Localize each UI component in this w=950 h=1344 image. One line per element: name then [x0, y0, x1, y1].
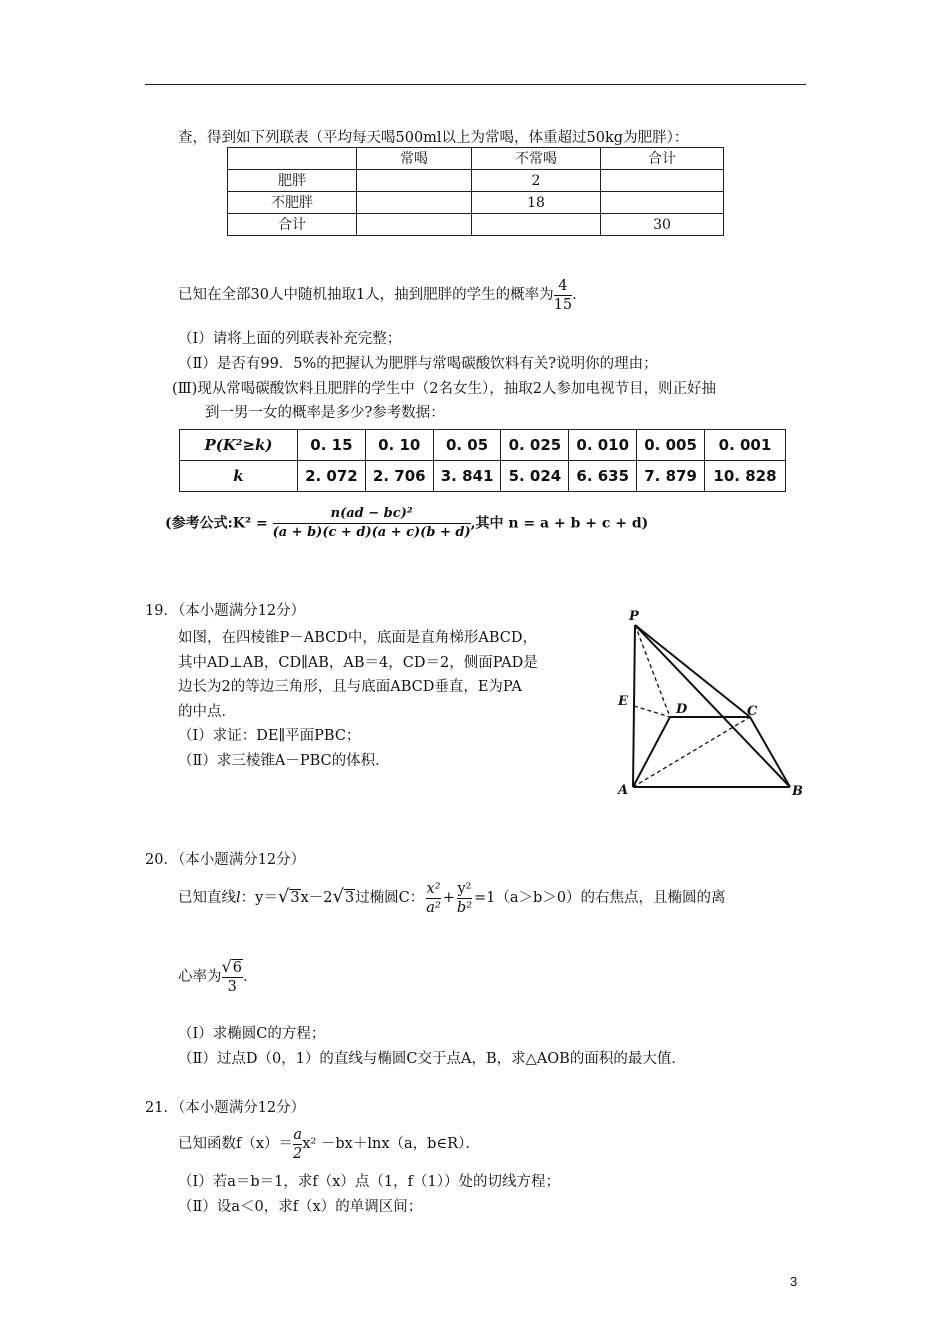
q19-line: 边长为2的等边三角形，且与底面ABCD垂直，E为PA	[178, 679, 522, 695]
q21-part-1: （Ⅰ）若a＝b＝1，求f（x）点（1，f（1））处的切线方程；	[178, 1174, 560, 1190]
ecc-fraction: $\frac{√6}{3}$	[221, 957, 242, 995]
table-cell: 3. 841	[433, 461, 501, 492]
pyramid-figure	[610, 605, 810, 805]
page-number: 3	[790, 1274, 798, 1289]
q19-part-2: （Ⅱ）求三棱锥A－PBC的体积．	[178, 752, 390, 769]
table-cell: 合计	[228, 214, 357, 236]
table-cell	[228, 148, 357, 170]
table-cell: 0. 005	[637, 430, 705, 461]
edge-ed-dashed	[634, 706, 670, 717]
ellipse-x-fraction: $\frac{\text{x²}}{\text{a²}}$	[426, 880, 441, 916]
q20-prefix: 已知直线	[178, 890, 236, 906]
q19-title: 19．（本小题满分12分）	[145, 603, 306, 619]
contingency-table	[227, 147, 724, 236]
func-fraction: $\frac{a}{2}$	[293, 1126, 303, 1162]
q20-part-2: （Ⅱ）过点D（0，1）的直线与椭圆C交于点A，B，求△AOB的面积的最大值．	[178, 1051, 686, 1067]
prob-text: 已知在全部30人中随机抽取1人，抽到肥胖的学生的概率为	[178, 287, 554, 303]
row-head-p: P(K²≥k)	[180, 430, 298, 461]
func-prefix: 已知函数f（x）＝	[178, 1136, 294, 1152]
q20-statement: 已知直线l：y＝√3x－2√3过椭圆C： $\frac{\text{x²}}{\text{a²}}$ + $\frac{\text{y²}}{\text{b²}}$ =1（a＞b＞0）的右焦点，且椭圆的离	[178, 875, 726, 920]
func-tail: x² －bx＋lnx（a，b∈R）．	[302, 1136, 480, 1152]
sqrt-3-b: 3	[344, 890, 355, 906]
ecc-end: ．	[242, 969, 258, 985]
q18-part-2: （Ⅱ）是否有99．5%的把握认为肥胖与常喝碳酸饮料有关?说明你的理由；	[178, 356, 658, 372]
ecc-prefix: 心率为	[178, 969, 222, 985]
formula-suffix: ,其中 n = a + b + c + d)	[470, 515, 649, 532]
formula-fraction	[273, 505, 471, 542]
q18-part-1: （Ⅰ）请将上面的列联表补充完整；	[178, 331, 402, 347]
table-row	[228, 214, 724, 236]
table-cell: 2. 706	[365, 461, 433, 492]
probability-sentence	[178, 275, 577, 315]
prob-end: .	[572, 287, 577, 303]
table-cell: 0. 010	[569, 430, 637, 461]
ellipse-eq: =1	[474, 890, 496, 906]
table-cell: 合计	[601, 148, 724, 170]
table-row	[228, 170, 724, 192]
sqrt-icon: √	[221, 957, 232, 976]
formula-num: n(ad − bc)²	[330, 506, 413, 521]
q21-part-2: （Ⅱ）设a＜0，求f（x）的单调区间；	[178, 1199, 423, 1215]
eccentricity-line	[178, 955, 257, 999]
q20-eq-b: x－2	[300, 890, 333, 906]
table-cell: 不常喝	[472, 148, 601, 170]
sqrt-3-a: 3	[290, 890, 300, 906]
table-cell: 0. 05	[433, 430, 501, 461]
table-row	[180, 430, 786, 461]
label-a: A	[618, 783, 629, 798]
table-cell	[357, 214, 472, 236]
edge-pb	[635, 625, 790, 787]
table-cell: 2	[472, 170, 601, 192]
q19-body	[178, 626, 538, 773]
critical-value-table	[179, 429, 786, 492]
q21-function	[178, 1124, 480, 1164]
table-cell: 6. 635	[569, 461, 637, 492]
q20-eq-a: ：y＝	[240, 890, 278, 906]
q18-part-3a: (Ⅲ)现从常喝碳酸饮料且肥胖的学生中（2名女生），抽取2人参加电视节目，则正好抽	[172, 381, 716, 397]
table-cell	[357, 170, 472, 192]
line-var: l	[236, 890, 241, 906]
intro-line: 查，得到如下列联表（平均每天喝500ml以上为常喝，体重超过50kg为肥胖）：	[178, 130, 689, 146]
table-cell: 肥胖	[228, 170, 357, 192]
prob-den: 15	[553, 296, 573, 313]
table-cell: 0. 025	[501, 430, 569, 461]
table-cell: 0. 001	[704, 430, 785, 461]
q19-line: 如图，在四棱锥P－ABCD中，底面是直角梯形ABCD，	[178, 630, 537, 646]
table-cell: 常喝	[357, 148, 472, 170]
q21-title: 21．（本小题满分12分）	[145, 1100, 306, 1116]
table-cell	[601, 170, 724, 192]
table-cell	[472, 214, 601, 236]
label-c: C	[747, 704, 758, 719]
q20-eq-c: 过椭圆C：	[355, 890, 425, 906]
formula-den: (a + b)(c + d)(a + c)(b + d)	[272, 525, 471, 540]
sqrt-icon: √	[277, 886, 290, 907]
q18-part-3b: 到一男一女的概率是多少?参考数据：	[205, 405, 445, 421]
table-cell: 7. 879	[637, 461, 705, 492]
reference-formula	[165, 505, 648, 542]
label-d: D	[676, 702, 688, 717]
table-cell: 10. 828	[704, 461, 785, 492]
label-p: P	[629, 609, 639, 624]
ellipse-y-fraction: $\frac{\text{y²}}{\text{b²}}$	[456, 880, 473, 916]
table-cell: 不肥胖	[228, 192, 357, 214]
sqrt-6: 6	[232, 960, 242, 976]
table-cell	[357, 192, 472, 214]
header-rule	[145, 84, 806, 85]
q20-title: 20．（本小题满分12分）	[145, 852, 306, 868]
q20-part-1: （Ⅰ）求椭圆C的方程；	[178, 1026, 326, 1042]
label-e: E	[618, 694, 628, 709]
q19-line: 其中AD⊥AB，CD∥AB，AB＝4，CD＝2，侧面PAD是	[178, 654, 538, 671]
table-cell	[601, 192, 724, 214]
formula-prefix: (参考公式:K² =	[165, 515, 268, 532]
row-head-k: k	[180, 461, 298, 492]
table-cell: 5. 024	[501, 461, 569, 492]
q20-tail: （a＞b＞0）的右焦点，且椭圆的离	[495, 890, 726, 906]
q19-part-1: （Ⅰ）求证：DE∥平面PBC；	[178, 728, 361, 744]
prob-fraction	[554, 277, 572, 314]
table-row	[228, 192, 724, 214]
table-cell: 30	[601, 214, 724, 236]
prob-num: 4	[558, 277, 568, 294]
label-b: B	[792, 784, 803, 799]
table-header-row	[228, 148, 724, 170]
table-cell: 18	[472, 192, 601, 214]
table-row	[180, 461, 786, 492]
table-cell: 2. 072	[298, 461, 366, 492]
q19-line: 的中点．	[178, 703, 236, 720]
sqrt-icon: √	[332, 886, 344, 907]
table-cell: 0. 15	[298, 430, 366, 461]
table-cell: 0. 10	[365, 430, 433, 461]
